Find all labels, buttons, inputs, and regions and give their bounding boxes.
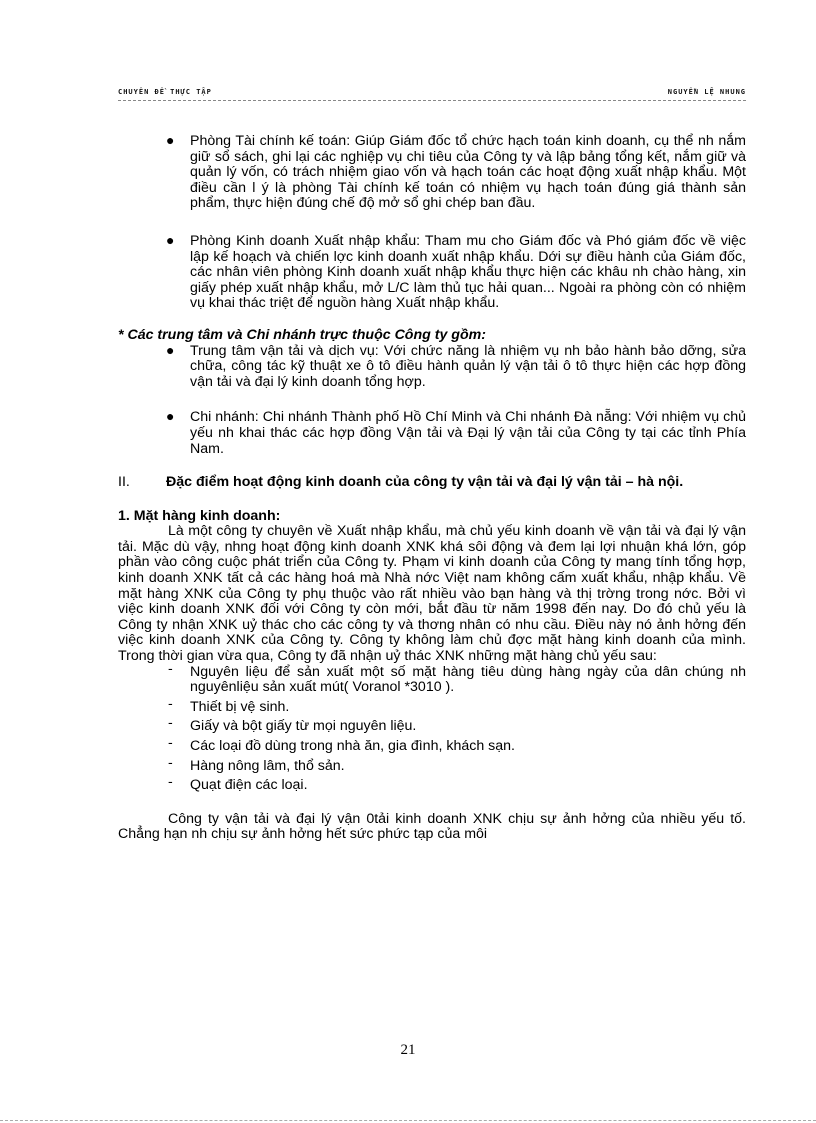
list-item (118, 774, 746, 794)
center-item (118, 341, 746, 391)
page-number: 21 (400, 1042, 416, 1058)
list-item-text: Giấy và bột giấy từ mọi nguyên liệu. (190, 718, 417, 735)
subsection-title: 1. Mặt hàng kinh doanh: (118, 507, 281, 524)
list-item (118, 695, 746, 716)
department-text: Phòng Tài chính kế toán: Giúp Giám đốc tổ chức hạch toán kinh doanh, cụ thể nh nắm giữ sổ sách, ghi lại các nghiệp vụ chi tiêu của Công ty và lập bảng tổng kết, nắm giữ và quản lý vốn, có trách nhiệm giao vốn và hạch toán các hoạt động xuất nhập khẩu. Một điều cần l ý là phòng Tài chính kế toán có nhiệm vụ hạch toán đúng giá thành sản phẩm, thực hiện đúng chế độ mở sổ ghi chép ban đầu. (190, 133, 746, 212)
dash-icon: - (168, 774, 173, 791)
center-text: Trung tâm vận tải và dịch vụ: Với chức năng là nhiệm vụ nh bảo hành bảo dỡng, sửa chữa, công tác kỹ thuật xe ô tô điều hành quản lý vận tải ô tô thực hiện các hợp đồng vận tải và đại lý kinh doanh tổng hợp. (190, 342, 746, 390)
body-paragraph: Là một công ty chuyên về Xuất nhập khẩu, mà chủ yếu kinh doanh về vận tải và đại lý vận tải. Mặc dù vậy, nhng hoạt động kinh doanh XNK khá sôi động và đem lại lợi nhuận khá lớn, góp phần vào công cuộc phát triển của Công ty. Phạm vi kinh doanh của Công ty mang tính tổng hợp, kinh doanh XNK tất cả các hàng hoá mà Nhà nớc Việt nam không cấm xuất khẩu, nhập khẩu. Về mặt hàng XNK của Công ty phụ thuộc vào rất nhiều vào bạn hàng và thị trờng trong nớc. Bởi vì việc kinh doanh XNK đối với Công ty còn mới, bắt đầu từ năm 1998 đến nay. Do đó chủ yếu là Công ty nhận XNK uỷ thác cho các công ty và thơng nhân có nhu cầu. Điều này nó ảnh hởng đến việc kinh doanh XNK của Công ty. Công ty không làm chủ đợc mặt hàng kinh doanh của mình. Trong thời gian vừa qua, Công ty đã nhận uỷ thác XNK những mặt hàng chủ yếu sau: (118, 523, 746, 665)
section-number: II. (118, 474, 130, 491)
dash-icon: - (168, 715, 173, 732)
bullet-icon: ● (166, 408, 175, 425)
list-item (118, 660, 746, 696)
list-item-text: Các loại đồ dùng trong nhà ăn, gia đình, khách sạn. (190, 738, 515, 754)
department-item (118, 231, 746, 312)
page-body (118, 134, 746, 843)
list-item-text: Quạt điện các loại. (190, 777, 308, 794)
list-item-text: Thiết bị vệ sinh. (190, 698, 290, 715)
running-header-right: NGUYỄN LỆ NHUNG (667, 88, 746, 96)
body-paragraph: Công ty vận tải và đại lý vận 0tải kinh doanh XNK chịu sự ảnh hởng của nhiều yếu tố. Chẳng hạn nh chịu sự ảnh hởng hết sức phức tạp của môi (118, 810, 746, 843)
dash-icon: - (168, 695, 173, 712)
bullet-icon: ● (166, 341, 175, 358)
dash-icon: - (168, 754, 173, 771)
dash-icon: - (168, 735, 173, 751)
running-header-left: CHUYÊN ĐỀ THỰC TẬP (118, 88, 212, 96)
department-item (118, 134, 746, 212)
center-text: Chi nhánh: Chi nhánh Thành phố Hồ Chí Minh và Chi nhánh Đà nẵng: Với nhiệm vụ chủ yếu nh khai thác các hợp đồng Vận tải và Đại lý vận tải của Công ty tại các tỉnh Phía Nam. (190, 409, 746, 457)
footer-rule (0, 1120, 816, 1121)
list-item-text: Hàng nông lâm, thổ sản. (190, 757, 345, 774)
dash-icon: - (168, 660, 173, 677)
department-text: Phòng Kinh doanh Xuất nhập khẩu: Tham mu cho Giám đốc và Phó giám đốc về việc lập kế hoạch và chiến lợc kinh doanh xuất nhập khẩu. Dới sự điều hành của Giám đốc, các nhân viên phòng Kinh doanh xuất nhập khẩu thực hiện các khâu nh chào hàng, xin giấy phép xuất nhập khẩu, mở L/C làm thủ tục hải quan... Ngoài ra phòng còn có nhiệm vụ khai thác triệt để nguồn hàng Xuất nhập khẩu. (190, 232, 746, 312)
list-item (118, 735, 746, 755)
section-title: Đặc điểm hoạt động kinh doanh của công ty vận tải và đại lý vận tải – hà nội. (166, 474, 684, 491)
list-item (118, 715, 746, 735)
header-rule (118, 100, 746, 101)
bullet-icon: ● (166, 132, 175, 148)
section-heading (118, 475, 746, 491)
centers-heading: * Các trung tâm và Chi nhánh trực thuộc Công ty gồm: (118, 326, 486, 343)
center-item (118, 410, 746, 457)
list-item (118, 754, 746, 775)
bullet-icon: ● (166, 231, 175, 248)
list-item-text: Nguyên liệu để sản xuất một số mặt hàng tiêu dùng hàng ngày của dân chúng nh nguyênliệu sản xuất mút( Voranol *3010 ). (190, 663, 746, 696)
